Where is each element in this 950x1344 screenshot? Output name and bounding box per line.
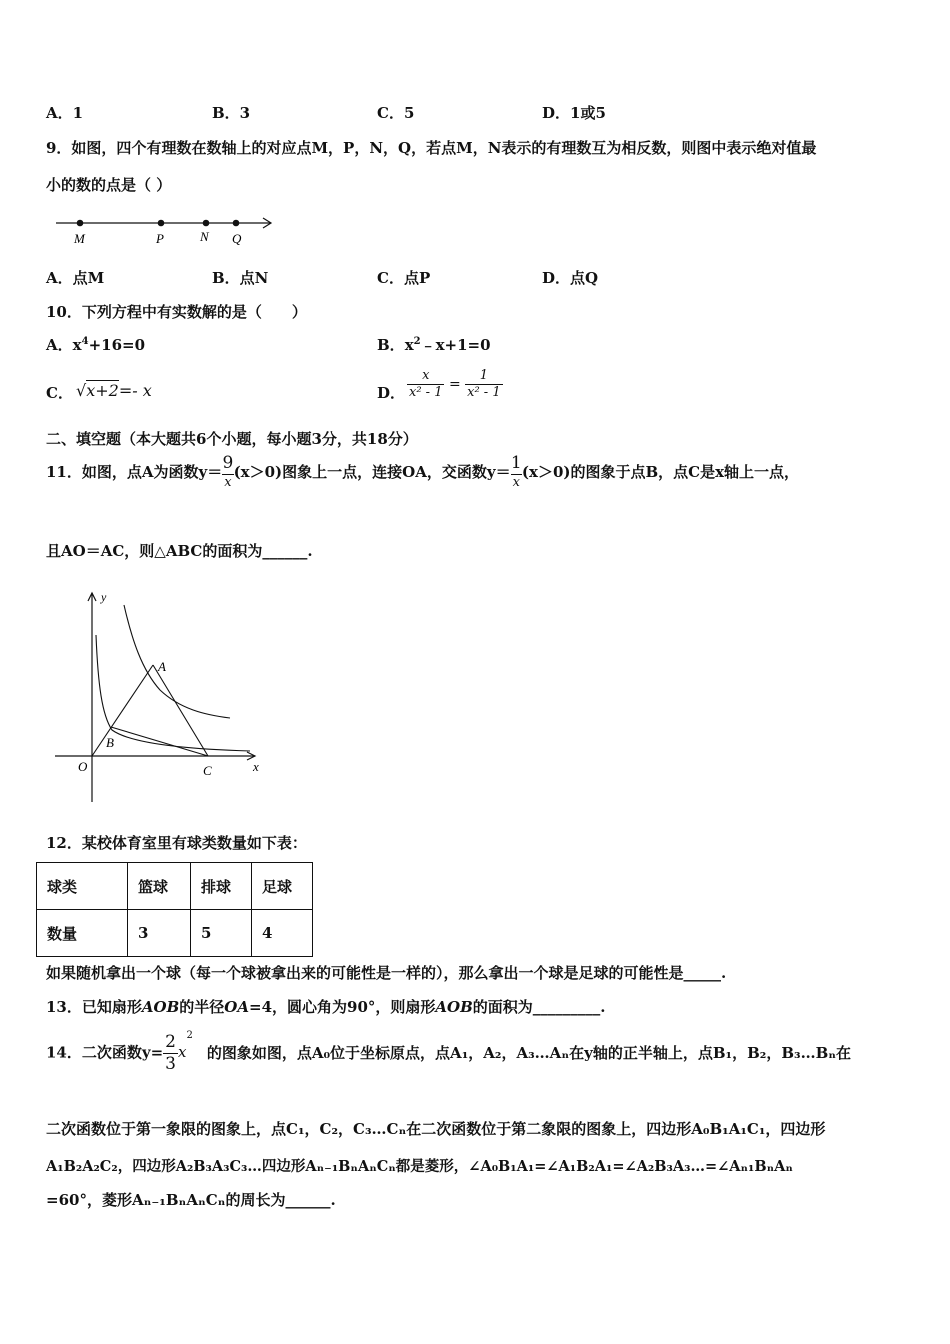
header-cell-basketball: 篮球 <box>128 863 191 910</box>
header-cell-type: 球类 <box>37 863 128 910</box>
q14-line3: A₁B₂A₂C₂，四边形A₂B₃A₃C₃…四边形Aₙ₋₁BₙAₙCₙ都是菱形，∠A₀B₁A₁=∠A₁B₂A₁=∠A₂B₃A₃…=∠Aₙ₁BₙAₙ <box>46 1158 793 1175</box>
q13-aob1: AOB <box>141 998 180 1016</box>
q10-option-c-expr <box>76 381 152 400</box>
label-o: O <box>78 759 88 774</box>
q11-frac2-den: x <box>512 475 520 490</box>
q10-option-d-frac2 <box>465 368 502 401</box>
frac1-num: x <box>422 368 430 383</box>
q13-oa: OA <box>224 998 249 1016</box>
table-row <box>37 910 313 957</box>
q10-option-a-rest: +16=0 <box>88 336 146 354</box>
row-cell-basketball: 3 <box>128 910 191 957</box>
q11-line1 <box>46 452 799 491</box>
q14-frac-den: 3 <box>165 1053 176 1074</box>
label-b: B <box>106 735 114 750</box>
q10-option-a-exp: 4 <box>81 336 89 347</box>
q14-frac-num: 2 <box>165 1031 176 1052</box>
q11-frac2-num: 1 <box>510 453 522 473</box>
q10-option-d-eq: = <box>448 376 461 393</box>
header-cell-volleyball: 排球 <box>191 863 252 910</box>
q14-line1 <box>46 1030 851 1074</box>
point-n <box>203 220 210 227</box>
label-p: P <box>156 231 164 246</box>
q10-option-d-expr <box>407 368 503 401</box>
sqrt-icon: √ <box>76 381 87 400</box>
label-q: Q <box>232 231 242 246</box>
q14-p1: 14．二次函数y= <box>46 1043 164 1062</box>
ball-count-table <box>36 862 313 957</box>
q8-option-b: B．3 <box>212 104 251 122</box>
point-m <box>77 220 84 227</box>
q9-number-line <box>50 210 280 250</box>
frac2-num: 1 <box>479 368 488 383</box>
q10-option-d-label: D． <box>377 384 406 402</box>
q11-line2: 且AO＝AC，则△ABC的面积为______. <box>46 542 313 560</box>
q10-option-c-label: C． <box>46 384 73 402</box>
q9-option-a: A．点M <box>46 269 105 287</box>
q10-option-b-base: x <box>404 336 414 354</box>
segment-oa <box>92 665 153 756</box>
q14-p2: 的图象如图，点A₀位于坐标原点，点A₁，A₂，A₃…Aₙ在y轴的正半轴上，点B₁，B₂，B₃…Bₙ在 <box>206 1043 852 1062</box>
q10-option-d-frac1 <box>407 368 444 401</box>
curve-1-over-x <box>96 635 250 751</box>
q10-option-c-radicand: x+2 <box>86 381 119 400</box>
q8-option-d: D．1或5 <box>542 104 606 122</box>
header-cell-football: 足球 <box>252 863 313 910</box>
point-p <box>158 220 165 227</box>
q10-option-c-rhs: =- x <box>118 381 152 400</box>
q11-frac2 <box>511 452 522 491</box>
q14-exp: 2 <box>186 1030 193 1041</box>
q9-stem-line2: 小的数的点是（ ） <box>46 176 172 194</box>
q13-p1: 13．已知扇形 <box>46 998 142 1016</box>
label-a: A <box>158 659 166 674</box>
point-q <box>233 220 240 227</box>
q13-aob2: AOB <box>435 998 473 1016</box>
q13-p2: 的半径 <box>179 998 225 1016</box>
row-cell-label: 数量 <box>37 910 128 957</box>
q14-line2: 二次函数位于第一象限的图象上，点C₁，C₂，C₃…Cₙ在二次函数位于第二象限的图象上，四边形A₀B₁A₁C₁，四边形 <box>46 1120 826 1138</box>
q11-part3: (x＞0)的图象于点B，点C是x轴上一点， <box>521 463 800 481</box>
label-m: M <box>74 231 85 246</box>
section2-title: 二、填空题（本大题共6个小题，每小题3分，共18分） <box>46 430 418 448</box>
row-cell-football: 4 <box>252 910 313 957</box>
q9-option-b: B．点N <box>212 269 269 287</box>
q10-option-a <box>46 334 145 355</box>
q10-option-b <box>377 334 491 355</box>
label-n: N <box>200 229 209 244</box>
q11-frac1-den: x <box>224 475 232 490</box>
q10-option-b-exp: 2 <box>413 336 421 347</box>
q11-part1: 11．如图，点A为函数y＝ <box>46 463 223 481</box>
row-cell-volleyball: 5 <box>191 910 252 957</box>
q11-graph <box>50 585 270 807</box>
table-row <box>37 863 313 910</box>
q13-p3: =4，圆心角为90°，则扇形 <box>249 998 436 1016</box>
frac1-den: x² - 1 <box>409 385 443 400</box>
q13-line <box>46 996 606 1017</box>
frac2-den: x² - 1 <box>467 385 501 400</box>
q10-stem: 10．下列方程中有实数解的是（ ） <box>46 303 307 321</box>
q9-stem-line1: 9．如图，四个有理数在数轴上的对应点M，P，N，Q，若点M，N表示的有理数互为相反数，则图中表示绝对值最 <box>46 139 817 157</box>
label-c: C <box>203 763 212 778</box>
q12-after: 如果随机拿出一个球（每一个球被拿出来的可能性是一样的），那么拿出一个球是足球的可能性是_____. <box>46 964 727 982</box>
q10-option-a-base: x <box>72 336 82 354</box>
label-x: x <box>253 759 259 774</box>
q10-option-b-rest: ﹣x+1=0 <box>420 336 491 354</box>
q11-frac1 <box>222 452 233 491</box>
q12-stem: 12．某校体育室里有球类数量如下表： <box>46 834 307 852</box>
curve-9-over-x <box>124 605 230 718</box>
q9-option-c: C．点P <box>377 269 431 287</box>
q8-option-c: C．5 <box>377 104 415 122</box>
label-y: y <box>101 590 107 604</box>
q14-line4: =60°，菱形Aₙ₋₁BₙAₙCₙ的周长为______. <box>46 1191 336 1209</box>
q14-frac <box>163 1031 178 1074</box>
q8-option-a: A．1 <box>46 104 84 122</box>
q9-option-d: D．点Q <box>542 269 599 287</box>
q11-frac1-num: 9 <box>222 453 234 473</box>
q11-part2: (x＞0)图象上一点，连接OA，交函数y＝ <box>233 463 511 481</box>
q10-option-a-label: A． <box>46 336 73 354</box>
q14-var: x <box>178 1043 187 1061</box>
q13-p4: 的面积为_________. <box>472 998 606 1016</box>
q10-option-b-label: B． <box>377 336 405 354</box>
